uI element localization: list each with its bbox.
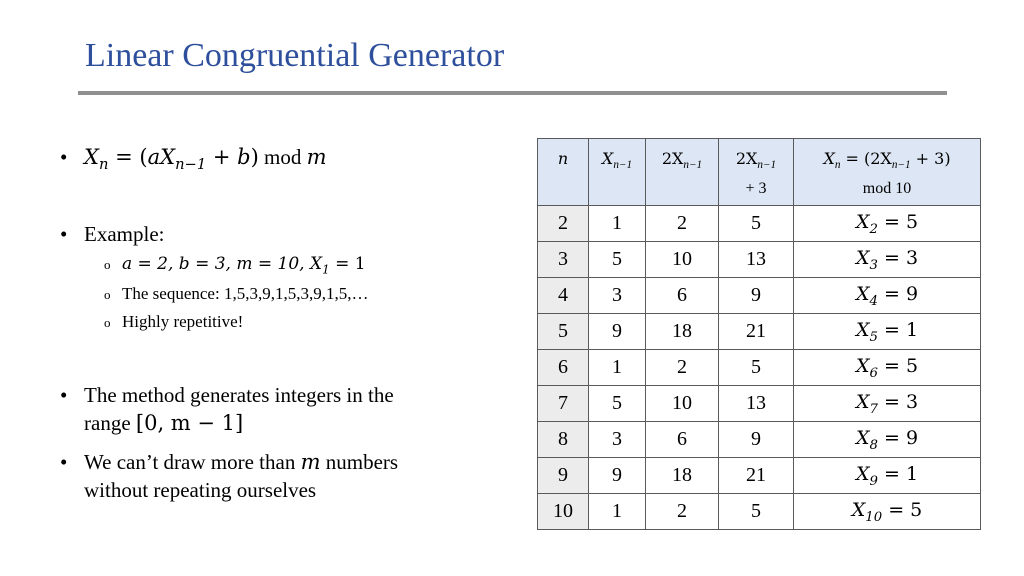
cell-result — [794, 386, 981, 422]
result-var: X — [855, 210, 870, 233]
table-row — [538, 386, 981, 422]
result-value: 1 — [905, 318, 919, 341]
repetitive-text: Highly repetitive! — [122, 312, 244, 331]
table-row — [538, 242, 981, 278]
cell-n: 3 — [538, 242, 589, 278]
cell-prev: 1 — [589, 350, 646, 386]
cell-double: 6 — [646, 422, 719, 458]
cell-prev: 9 — [589, 458, 646, 494]
result-value: 9 — [905, 282, 919, 305]
result-sub: 5 — [869, 329, 878, 345]
header-prev: $X_{n-1}$ — [589, 139, 646, 206]
result-value: 5 — [905, 210, 919, 233]
result-eq: = — [877, 210, 906, 233]
cell-prev: 1 — [589, 494, 646, 530]
cell-result — [794, 278, 981, 314]
cell-plus3: 9 — [719, 278, 794, 314]
cell-plus3: 5 — [719, 206, 794, 242]
result-value: 5 — [910, 498, 923, 521]
result-var: X — [855, 390, 870, 413]
example-label: Example: — [84, 222, 165, 246]
header-double: $2X_{n-1}$ — [646, 139, 719, 206]
result-value: 3 — [905, 390, 919, 413]
range-text: The method generates integers in the range [0, m − 1] — [84, 383, 394, 435]
cell-prev: 9 — [589, 314, 646, 350]
result-var: X — [855, 282, 870, 305]
cell-prev: 5 — [589, 386, 646, 422]
cell-plus3: 21 — [719, 458, 794, 494]
table-header-row — [538, 139, 981, 206]
cell-plus3: 13 — [719, 386, 794, 422]
cell-prev: 5 — [589, 242, 646, 278]
cell-n: 7 — [538, 386, 589, 422]
bullet-dot: • — [60, 450, 68, 474]
result-var: X — [855, 426, 870, 449]
result-eq: = — [877, 246, 906, 269]
bullet-dot: • — [60, 383, 68, 407]
cell-n: 5 — [538, 314, 589, 350]
result-var: X — [855, 246, 870, 269]
result-sub: 7 — [869, 401, 878, 417]
cell-prev: 1 — [589, 206, 646, 242]
cell-plus3: 5 — [719, 350, 794, 386]
table-row — [538, 314, 981, 350]
limit-text: We can’t draw more than m numbers without repeating ourselves — [84, 450, 399, 502]
example-params: a = 2, b = 3, m = 10, $X_1 = 1$ — [122, 254, 366, 277]
result-value: 9 — [905, 426, 919, 449]
table-row — [538, 350, 981, 386]
cell-result — [794, 458, 981, 494]
result-eq: = — [877, 354, 906, 377]
cell-plus3: 9 — [719, 422, 794, 458]
lcg-table — [537, 138, 981, 530]
bullet-dot: • — [60, 145, 68, 169]
cell-n: 6 — [538, 350, 589, 386]
sequence-text: The sequence: 1,5,3,9,1,5,3,9,1,5,… — [122, 284, 369, 303]
slide-title: Linear Congruential Generator — [85, 37, 505, 74]
cell-double: 18 — [646, 314, 719, 350]
header-result: $X_n = (2X_{n-1} + 3)$ mod 10 — [794, 139, 981, 206]
result-value: 1 — [905, 462, 919, 485]
cell-n: 10 — [538, 494, 589, 530]
result-eq: = — [877, 462, 906, 485]
result-eq: = — [882, 498, 911, 521]
cell-n: 9 — [538, 458, 589, 494]
result-var: X — [851, 498, 866, 521]
header-plus3: $2X_{n-1}$ + 3 — [719, 139, 794, 206]
cell-n: 4 — [538, 278, 589, 314]
sub-bullet-ring: o — [104, 315, 111, 330]
cell-double: 6 — [646, 278, 719, 314]
result-sub: 6 — [869, 365, 878, 381]
cell-double: 2 — [646, 206, 719, 242]
bullet-dot: • — [60, 222, 68, 246]
sub-bullet-ring: o — [104, 257, 111, 272]
cell-prev: 3 — [589, 422, 646, 458]
result-sub: 3 — [869, 257, 878, 273]
result-sub: 9 — [869, 473, 878, 489]
result-sub: 2 — [869, 221, 878, 237]
result-eq: = — [877, 390, 906, 413]
cell-plus3: 5 — [719, 494, 794, 530]
cell-double: 10 — [646, 242, 719, 278]
cell-plus3: 13 — [719, 242, 794, 278]
cell-plus3: 21 — [719, 314, 794, 350]
cell-result — [794, 350, 981, 386]
cell-result — [794, 422, 981, 458]
formula-text: $X_n = (aX_{n-1} + b)$ mod m — [84, 145, 327, 174]
result-sub: 4 — [869, 293, 878, 309]
result-var: X — [855, 462, 870, 485]
result-var: X — [855, 318, 870, 341]
result-eq: = — [877, 318, 906, 341]
result-value: 3 — [905, 246, 919, 269]
sub-bullet-ring: o — [104, 287, 111, 302]
result-sub: 10 — [865, 509, 883, 525]
cell-double: 2 — [646, 494, 719, 530]
result-eq: = — [877, 282, 906, 305]
title-underline — [78, 91, 947, 95]
result-var: X — [855, 354, 870, 377]
table-row — [538, 422, 981, 458]
cell-double: 18 — [646, 458, 719, 494]
cell-n: 8 — [538, 422, 589, 458]
cell-result — [794, 494, 981, 530]
cell-result — [794, 242, 981, 278]
table-row — [538, 494, 981, 530]
cell-double: 10 — [646, 386, 719, 422]
cell-double: 2 — [646, 350, 719, 386]
cell-result — [794, 314, 981, 350]
result-sub: 8 — [869, 437, 878, 453]
cell-prev: 3 — [589, 278, 646, 314]
header-n: n — [538, 139, 589, 206]
result-value: 5 — [905, 354, 919, 377]
cell-result — [794, 206, 981, 242]
table-row — [538, 458, 981, 494]
table-row — [538, 206, 981, 242]
cell-n: 2 — [538, 206, 589, 242]
table-row — [538, 278, 981, 314]
result-eq: = — [877, 426, 906, 449]
